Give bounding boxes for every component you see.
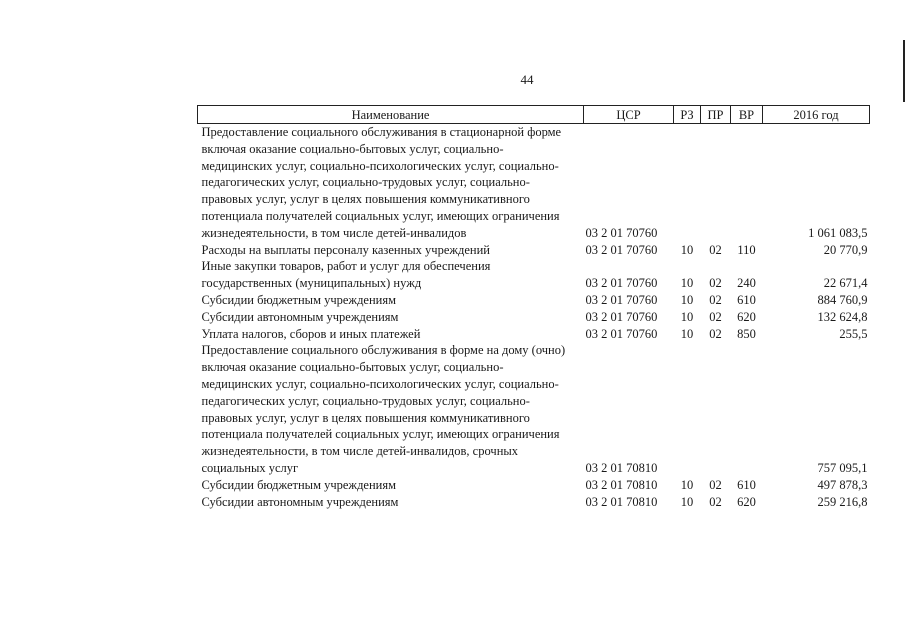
row-vr: [731, 342, 763, 476]
row-sum: 259 216,8: [817, 494, 868, 509]
row-csr: 03 2 01 70810: [585, 494, 658, 509]
header-pr: ПР: [701, 106, 731, 124]
row-name-line: государственных (муниципальных) нужд: [201, 276, 422, 291]
row-name-line: педагогических услуг, социально-трудовых услуг, социально-: [201, 175, 530, 190]
row-name-line: включая оказание социально-бытовых услуг, социально-: [201, 141, 504, 156]
row-csr: 03 2 01 70760: [585, 309, 658, 324]
row-csr: 03 2 01 70760: [585, 242, 658, 257]
row-name-line: Иные закупки товаров, работ и услуг для обеспечения: [201, 259, 491, 274]
row-pr: 02: [709, 326, 722, 341]
table-row: [198, 124, 870, 242]
row-name: [198, 258, 584, 292]
row-name-line: Субсидии бюджетным учреждениям: [201, 292, 397, 307]
row-rz: [674, 342, 701, 476]
row-vr: 850: [737, 326, 756, 341]
budget-table: [197, 105, 870, 510]
row-name-line: потенциала получателей социальных услуг, имеющих ограничения: [201, 208, 560, 223]
row-name-line: потенциала получателей социальных услуг, имеющих ограничения: [201, 427, 560, 442]
row-name-line: правовых услуг, услуг в целях повышения коммуникативного: [201, 192, 530, 207]
row-pr: 02: [709, 292, 722, 307]
row-sum: 1 061 083,5: [808, 225, 868, 240]
row-name: [198, 326, 584, 343]
table-row: [198, 326, 870, 343]
row-csr: 03 2 01 70760: [585, 225, 658, 240]
table-row: [198, 242, 870, 259]
row-sum: 884 760,9: [817, 292, 868, 307]
row-name: [198, 309, 584, 326]
row-sum: 20 770,9: [823, 242, 868, 257]
row-vr: 240: [737, 276, 756, 291]
row-sum: 255,5: [839, 326, 868, 341]
row-pr: 02: [709, 276, 722, 291]
table-row: [198, 494, 870, 511]
row-name-line: Расходы на выплаты персоналу казенных учреждений: [201, 242, 490, 257]
table-header-row: [198, 106, 870, 124]
row-name-line: Уплата налогов, сборов и иных платежей: [201, 326, 421, 341]
row-name-line: медицинских услуг, социально-психологических услуг, социально-: [201, 158, 559, 173]
row-vr: 620: [737, 494, 756, 509]
row-rz: 10: [680, 292, 694, 307]
row-name-line: Субсидии автономным учреждениям: [201, 309, 399, 324]
row-name-line: Предоставление социального обслуживания в стационарной форме: [201, 125, 562, 139]
row-sum: 757 095,1: [817, 460, 868, 475]
row-csr: 03 2 01 70760: [585, 276, 658, 291]
row-csr: 03 2 01 70810: [585, 477, 658, 492]
row-pr: 02: [709, 242, 722, 257]
row-name-line: Предоставление социального обслуживания в форме на дому (очно): [201, 343, 566, 358]
table-body: [198, 124, 870, 511]
row-vr: [731, 124, 763, 242]
row-pr: [701, 124, 731, 242]
header-rz: РЗ: [674, 106, 701, 124]
row-sum: 132 624,8: [817, 309, 868, 324]
row-vr: 610: [737, 292, 756, 307]
row-csr: 03 2 01 70810: [585, 460, 658, 475]
row-name: [198, 477, 584, 494]
table-row: [198, 292, 870, 309]
row-rz: 10: [680, 276, 694, 291]
page-number: 44: [520, 72, 534, 87]
row-csr: 03 2 01 70760: [585, 292, 658, 307]
table-row: [198, 258, 870, 292]
row-sum: 497 878,3: [817, 477, 868, 492]
table-row: [198, 309, 870, 326]
header-year: 2016 год: [763, 106, 870, 124]
row-name-line: жизнедеятельности, в том числе детей-инвалидов, срочных: [201, 444, 519, 459]
row-pr: [701, 342, 731, 476]
row-name: [198, 292, 584, 309]
row-vr: 110: [737, 242, 756, 257]
row-rz: 10: [680, 309, 694, 324]
row-vr: 620: [737, 309, 756, 324]
row-name-line: жизнедеятельности, в том числе детей-инвалидов: [201, 225, 467, 240]
row-name: [198, 124, 584, 242]
table-row: [198, 477, 870, 494]
row-rz: 10: [680, 326, 694, 341]
row-rz: 10: [680, 242, 694, 257]
row-csr: 03 2 01 70760: [585, 326, 658, 341]
row-vr: 610: [737, 477, 756, 492]
header-csr: ЦСР: [584, 106, 674, 124]
row-rz: 10: [680, 477, 694, 492]
row-name: [198, 494, 584, 511]
row-pr: 02: [709, 477, 722, 492]
row-pr: 02: [709, 494, 722, 509]
row-name-line: медицинских услуг, социально-психологических услуг, социально-: [201, 376, 559, 391]
row-name: [198, 342, 584, 476]
row-name: [198, 242, 584, 259]
row-name-line: педагогических услуг, социально-трудовых услуг, социально-: [201, 393, 530, 408]
row-name-line: социальных услуг: [201, 460, 299, 475]
row-name-line: Субсидии бюджетным учреждениям: [201, 477, 397, 492]
row-rz: 10: [680, 494, 694, 509]
header-name: Наименование: [198, 106, 584, 124]
table-row: [198, 342, 870, 476]
row-sum: 22 671,4: [823, 276, 868, 291]
header-vr: ВР: [731, 106, 763, 124]
row-pr: 02: [709, 309, 722, 324]
row-name-line: включая оказание социально-бытовых услуг, социально-: [201, 360, 504, 375]
row-rz: [674, 124, 701, 242]
row-name-line: правовых услуг, услуг в целях повышения коммуникативного: [201, 410, 530, 425]
row-name-line: Субсидии автономным учреждениям: [201, 494, 399, 509]
